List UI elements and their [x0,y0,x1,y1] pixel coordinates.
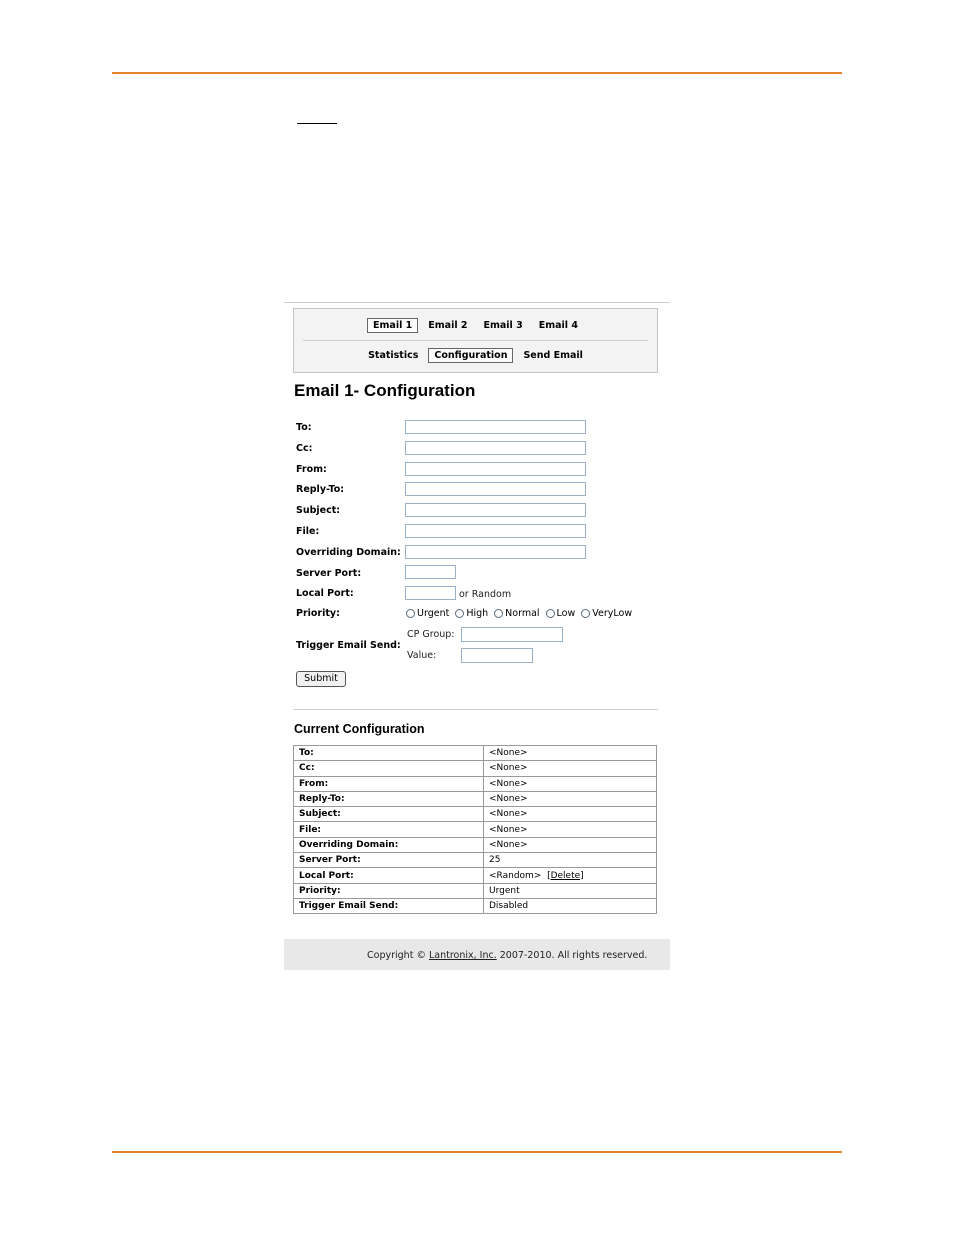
config-value: <None> [484,837,657,852]
radio-circle-icon [581,609,590,618]
config-value: <None> [484,822,657,837]
priority-option-label: VeryLow [592,608,633,619]
local-port-value: <Random> [489,870,542,881]
page-title: Email 1- Configuration [294,381,476,400]
local-port-label: Local Port: [296,588,354,599]
table-row [294,853,657,868]
from-label: From: [296,464,327,475]
tab-statistics[interactable]: Statistics [368,350,419,361]
tab-send-email[interactable]: Send Email [523,350,583,361]
config-value: <None> [484,807,657,822]
config-key: Subject: [294,807,484,822]
copyright-suffix: 2007-2010. All rights reserved. [496,950,648,961]
priority-option-verylow[interactable] [581,608,632,619]
file-label: File: [296,526,320,537]
value-label: Value: [407,650,437,661]
priority-option-urgent[interactable] [406,608,449,619]
overriding-domain-label: Overriding Domain: [296,547,401,558]
trigger-label: Trigger Email Send: [296,640,401,651]
table-row [294,776,657,791]
config-value: <None> [484,746,657,761]
cc-input[interactable] [405,441,586,455]
table-row [294,868,657,883]
config-key: Local Port: [294,868,484,883]
tab-email-1[interactable]: Email 1 [367,318,418,333]
priority-label: Priority: [296,608,340,619]
delete-link[interactable]: [Delete] [547,870,584,881]
tab-configuration[interactable]: Configuration [428,348,513,363]
to-input[interactable] [405,420,586,434]
section-divider [293,709,658,710]
file-input[interactable] [405,524,586,538]
reply-to-input[interactable] [405,482,586,496]
reply-to-label: Reply-To: [296,484,345,495]
priority-option-label: Urgent [417,608,450,619]
footer-rule [112,1151,842,1153]
config-value: <None> [484,791,657,806]
trigger-value-input[interactable] [461,648,533,663]
web-ui-frame [284,302,670,970]
copyright-text [367,950,647,961]
priority-option-low[interactable] [546,608,576,619]
config-value [484,868,657,883]
overriding-domain-input[interactable] [405,545,586,559]
config-key: To: [294,746,484,761]
table-row [294,898,657,913]
priority-option-label: Normal [505,608,540,619]
to-label: To: [296,422,312,433]
cp-group-label: CP Group: [407,629,455,640]
radio-circle-icon [455,609,464,618]
config-key: Reply-To: [294,791,484,806]
cp-group-input[interactable] [461,627,563,642]
current-config-title: Current Configuration [294,722,425,736]
server-port-input[interactable] [405,565,456,579]
priority-option-label: High [466,608,489,619]
footer [284,939,670,970]
config-key: Priority: [294,883,484,898]
priority-option-label: Low [556,608,576,619]
config-value: <None> [484,761,657,776]
email-nav [293,308,658,373]
table-row [294,807,657,822]
table-row [294,837,657,852]
nav-divider [303,340,648,341]
current-config-table [293,745,657,914]
cc-label: Cc: [296,443,313,454]
lantronix-link[interactable]: Lantronix, Inc. [428,950,497,961]
from-input[interactable] [405,462,586,476]
or-random-text: or Random [459,589,512,600]
config-value: Urgent [484,883,657,898]
subject-label: Subject: [296,505,341,516]
config-key: File: [294,822,484,837]
config-value: Disabled [484,898,657,913]
table-row [294,746,657,761]
tab-email-4[interactable]: Email 4 [538,320,578,331]
config-key: Server Port: [294,853,484,868]
local-port-input[interactable] [405,586,456,600]
config-key: Trigger Email Send: [294,898,484,913]
tab-email-3[interactable]: Email 3 [483,320,523,331]
priority-option-high[interactable] [455,608,488,619]
table-row [294,822,657,837]
header-rule [112,72,842,74]
server-port-label: Server Port: [296,568,362,579]
submit-button[interactable]: Submit [296,671,346,687]
copyright-prefix: Copyright © [367,950,429,961]
table-row [294,791,657,806]
config-value: 25 [484,853,657,868]
radio-circle-icon [406,609,415,618]
section-tabs [294,348,657,363]
config-value: <None> [484,776,657,791]
priority-radio-group [406,608,632,619]
config-key: From: [294,776,484,791]
email-tabs [294,318,657,333]
priority-option-normal[interactable] [494,608,539,619]
radio-circle-icon [546,609,555,618]
table-row [294,883,657,898]
config-key: Cc: [294,761,484,776]
tab-email-2[interactable]: Email 2 [428,320,468,331]
subject-input[interactable] [405,503,586,517]
config-key: Overriding Domain: [294,837,484,852]
radio-circle-icon [494,609,503,618]
table-row [294,761,657,776]
underline-stub [297,123,337,124]
